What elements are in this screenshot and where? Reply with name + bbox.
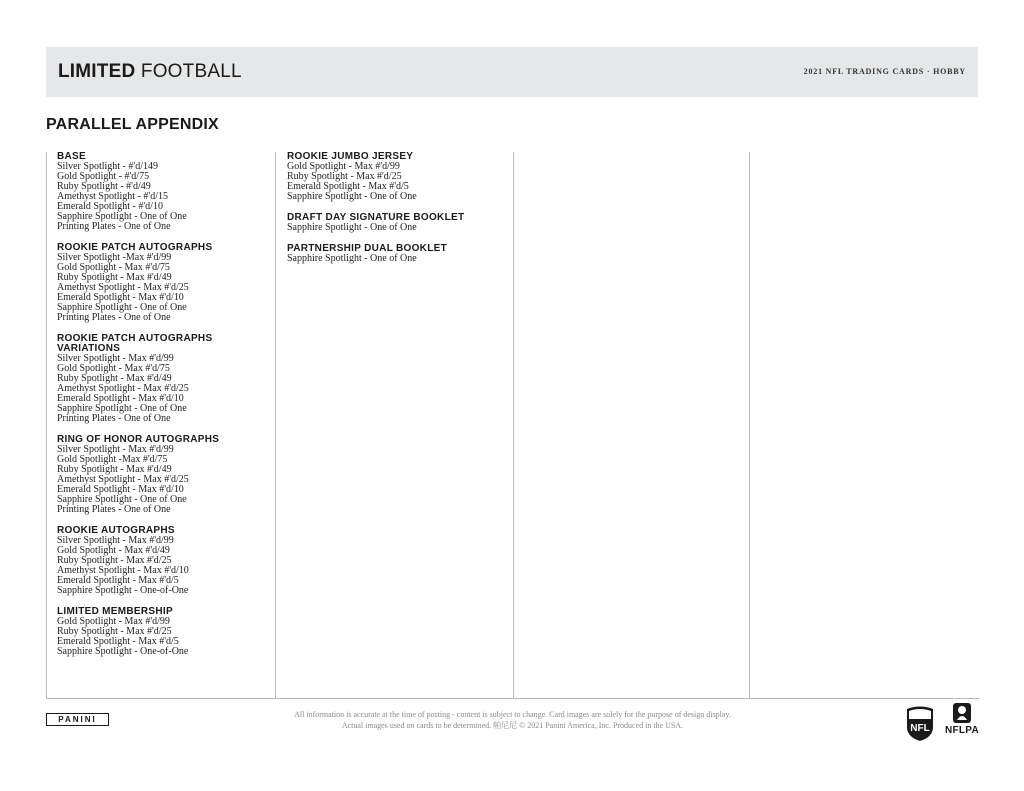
product-title-bold: LIMITED <box>58 61 136 82</box>
parallel-item: Printing Plates - One of One <box>57 312 171 323</box>
parallel-item: Ruby Spotlight - Max #'d/25 <box>287 171 402 182</box>
parallel-item: Sapphire Spotlight - One of One <box>57 211 187 222</box>
parallel-list <box>57 617 275 657</box>
parallel-item: Printing Plates - One of One <box>57 221 171 232</box>
parallel-item: Emerald Spotlight - Max #'d/5 <box>57 636 179 647</box>
parallel-item: Sapphire Spotlight - One-of-One <box>57 585 189 596</box>
parallel-item: Amethyst Spotlight - Max #'d/25 <box>57 383 189 394</box>
parallel-item: Silver Spotlight - Max #'d/99 <box>57 535 174 546</box>
parallel-section <box>287 213 513 233</box>
parallel-item: Amethyst Spotlight - Max #'d/25 <box>57 282 189 293</box>
parallel-item: Gold Spotlight - Max #'d/99 <box>57 616 170 627</box>
panini-logo <box>46 713 109 726</box>
nfl-logo-text: NFL <box>910 723 930 734</box>
section-title: DRAFT DAY SIGNATURE BOOKLET <box>287 212 465 223</box>
section-title: LIMITED MEMBERSHIP <box>57 606 173 617</box>
parallel-item: Sapphire Spotlight - One of One <box>57 403 187 414</box>
nflpa-logo <box>945 702 979 742</box>
parallel-list <box>57 354 275 424</box>
section-title: PARTNERSHIP DUAL BOOKLET <box>287 243 447 254</box>
parallel-section <box>57 607 275 657</box>
parallel-item: Gold Spotlight - Max #'d/99 <box>287 161 400 172</box>
disclaimer-line-2: Actual images used on cards to be determined. 帕尼尼 © 2021 Panini America, Inc. Produced in the USA. <box>341 721 684 730</box>
parallel-section <box>57 152 275 232</box>
section-title: RING OF HONOR AUTOGRAPHS <box>57 434 220 445</box>
section-title: ROOKIE AUTOGRAPHS <box>57 525 175 536</box>
column-1 <box>47 152 275 698</box>
parallel-item: Amethyst Spotlight - Max #'d/10 <box>57 565 189 576</box>
parallel-item: Sapphire Spotlight - One of One <box>57 302 187 313</box>
parallel-list <box>57 253 275 323</box>
parallel-item: Silver Spotlight - Max #'d/99 <box>57 444 174 455</box>
parallel-item: Amethyst Spotlight - #'d/15 <box>57 191 168 202</box>
parallel-section <box>287 152 513 202</box>
parallel-list <box>57 162 275 232</box>
parallel-item: Ruby Spotlight - Max #'d/49 <box>57 272 172 283</box>
parallel-item: Emerald Spotlight - Max #'d/10 <box>57 292 184 303</box>
section-title: BASE <box>57 151 86 162</box>
parallel-item: Ruby Spotlight - Max #'d/25 <box>57 555 172 566</box>
parallel-item: Sapphire Spotlight - One of One <box>57 494 187 505</box>
parallel-item: Emerald Spotlight - Max #'d/10 <box>57 484 184 495</box>
parallel-columns <box>46 152 979 699</box>
header-band <box>46 47 978 97</box>
panini-logo-text: PANINI <box>58 715 97 724</box>
parallel-item: Emerald Spotlight - Max #'d/5 <box>287 181 409 192</box>
parallel-list <box>287 162 513 202</box>
product-subtitle: 2021 NFL TRADING CARDS · HOBBY <box>803 67 966 76</box>
parallel-item: Gold Spotlight - Max #'d/75 <box>57 262 170 273</box>
parallel-list <box>287 223 513 233</box>
section-title: ROOKIE PATCH AUTOGRAPHS <box>57 242 213 253</box>
disclaimer-line-1: All information is accurate at the time of posting - content is subject to change. Card images are solely for the purpose of design display. <box>294 710 731 719</box>
parallel-item: Gold Spotlight -Max #'d/75 <box>57 454 168 465</box>
parallel-item: Sapphire Spotlight - One of One <box>287 191 417 202</box>
nfl-shield-logo <box>905 705 935 742</box>
parallel-item: Silver Spotlight -Max #'d/99 <box>57 252 172 263</box>
parallel-item: Printing Plates - One of One <box>57 413 171 424</box>
parallel-item: Silver Spotlight - Max #'d/99 <box>57 353 174 364</box>
parallel-item: Ruby Spotlight - Max #'d/49 <box>57 373 172 384</box>
column-4 <box>749 152 979 698</box>
parallel-item: Sapphire Spotlight - One of One <box>287 253 417 264</box>
parallel-item: Ruby Spotlight - Max #'d/49 <box>57 464 172 475</box>
nflpa-player-icon <box>952 702 972 724</box>
parallel-item: Emerald Spotlight - #'d/10 <box>57 201 163 212</box>
parallel-list <box>57 445 275 515</box>
parallel-item: Printing Plates - One of One <box>57 504 171 515</box>
parallel-section <box>57 243 275 323</box>
parallel-item: Sapphire Spotlight - One of One <box>287 222 417 233</box>
parallel-item: Emerald Spotlight - Max #'d/10 <box>57 393 184 404</box>
parallel-item: Gold Spotlight - Max #'d/75 <box>57 363 170 374</box>
column-2 <box>275 152 513 698</box>
parallel-item: Gold Spotlight - #'d/75 <box>57 171 150 182</box>
parallel-item: Silver Spotlight - #'d/149 <box>57 161 158 172</box>
product-title-light: FOOTBALL <box>140 61 242 82</box>
parallel-item: Ruby Spotlight - #'d/49 <box>57 181 151 192</box>
parallel-section <box>57 334 275 424</box>
parallel-section <box>57 526 275 596</box>
parallel-item: Sapphire Spotlight - One-of-One <box>57 646 189 657</box>
parallel-list <box>57 536 275 596</box>
product-title <box>58 61 242 83</box>
parallel-list <box>287 254 513 264</box>
parallel-item: Ruby Spotlight - Max #'d/25 <box>57 626 172 637</box>
nflpa-logo-text: NFLPA <box>944 725 980 736</box>
parallel-item: Gold Spotlight - Max #'d/49 <box>57 545 170 556</box>
page-title: PARALLEL APPENDIX <box>46 116 219 133</box>
section-title: ROOKIE PATCH AUTOGRAPHS VARIATIONS <box>57 333 213 354</box>
column-3 <box>513 152 749 698</box>
parallel-item: Amethyst Spotlight - Max #'d/25 <box>57 474 189 485</box>
parallel-section <box>57 435 275 515</box>
section-title: ROOKIE JUMBO JERSEY <box>287 151 414 162</box>
parallel-section <box>287 244 513 264</box>
legal-disclaimer <box>240 709 785 731</box>
parallel-item: Emerald Spotlight - Max #'d/5 <box>57 575 179 586</box>
